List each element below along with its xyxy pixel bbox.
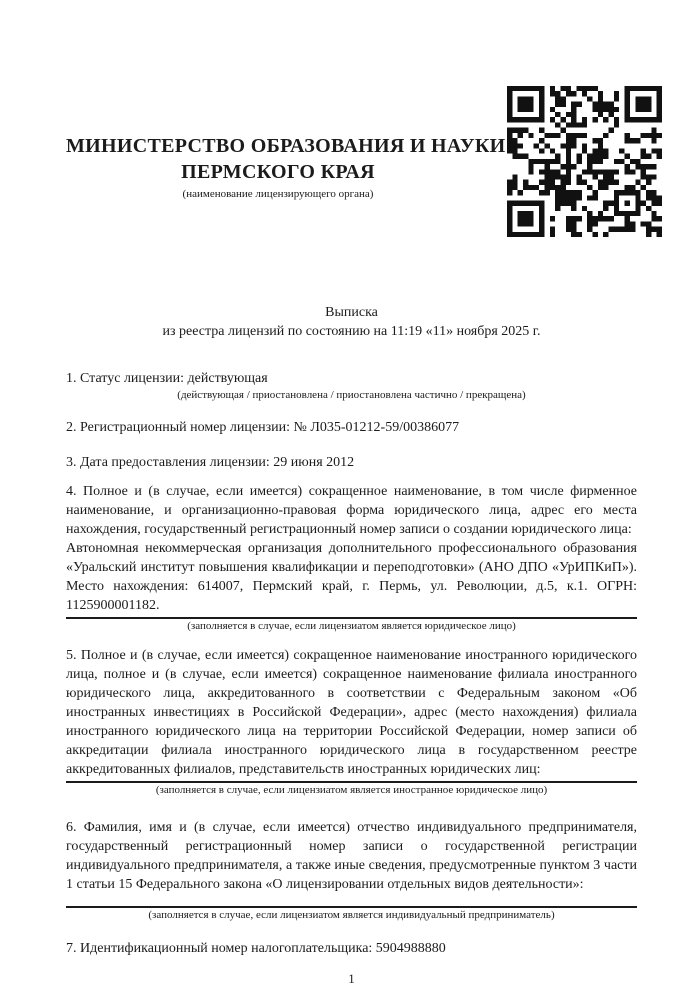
license-status-caption: (действующая / приостановлена / приостановлена частично / прекращена): [177, 389, 526, 401]
ministry-name-line2: ПЕРМСКОГО КРАЯ: [181, 161, 375, 183]
document-title: Выписка: [325, 305, 378, 320]
legal-entity-caption: (заполняется в случае, если лицензиатом является юридическое лицо): [187, 620, 516, 632]
legal-entity-value: Автономная некоммерческая организация дополнительного профессионального образования «Уральский институт повышения квалификации и переподготовки» (АНО ДПО «УрИПКиП»). Место нахождения: 614007, Пермский край, г. Пермь, ул. Революции, д.5, к.1. ОГРН: 1125900001182.: [66, 541, 637, 613]
qr-code-icon: [507, 86, 662, 237]
license-status-text: 1. Статус лицензии: действующая: [66, 371, 268, 386]
field-registration-number: [66, 418, 637, 437]
page-number: 1: [348, 971, 355, 986]
qr-code-image: [507, 86, 662, 237]
field-foreign-legal-entity: [66, 646, 637, 798]
document-title-date: из реестра лицензий по состоянию на 11:19 «11» ноября 2025 г.: [162, 324, 541, 339]
foreign-legal-entity-label: 5. Полное и (в случае, если имеется) сокращенное наименование иностранного юридического лица, полное и (в случае, если имеется) сокращенное наименование филиала иностранного юридического лица, аккредитованного в соответствии с Федеральным законом «Об иностранных инвестициях в Российской Федерации», адрес (место нахождения) филиала иностранного юридического лица на территории Российской Федерации, номер записи об аккредитации филиала иностранного юридического лица в государственном реестре аккредитованных филиалов, представительств иностранных юридических лиц:: [66, 648, 637, 777]
document-title-block: [66, 303, 637, 341]
field-legal-entity: [66, 482, 637, 634]
field-license-status: [66, 369, 637, 403]
individual-entrepreneur-caption: (заполняется в случае, если лицензиатом является индивидуальный предприниматель): [148, 909, 555, 921]
ministry-caption: (наименование лицензирующего органа): [182, 188, 374, 200]
field-license-grant-date: [66, 453, 637, 472]
licensing-authority-header: [66, 133, 506, 201]
registration-number-text: 2. Регистрационный номер лицензии: № Л035-01212-59/00386077: [66, 420, 460, 435]
ministry-name-line1: МИНИСТЕРСТВО ОБРАЗОВАНИЯ И НАУКИ: [66, 135, 506, 157]
individual-entrepreneur-label: 6. Фамилия, имя и (в случае, если имеется) отчество индивидуального предпринимателя, государственный регистрационный номер записи о государственной регистрации индивидуального предпринимателя, а также иные сведения, предусмотренные пунктом 3 части 1 статьи 15 Федерального закона «О лицензировании отдельных видов деятельности»:: [66, 820, 637, 892]
field-individual-entrepreneur: [66, 818, 637, 923]
license-grant-date-text: 3. Дата предоставления лицензии: 29 июня 2012: [66, 455, 355, 470]
field-taxpayer-id: [66, 939, 637, 958]
foreign-legal-entity-caption: (заполняется в случае, если лицензиатом является иностранное юридическое лицо): [155, 784, 548, 796]
legal-entity-label: 4. Полное и (в случае, если имеется) сокращенное наименование, в том числе фирменное наименование, и организационно-правовая форма юридического лица, адрес его места нахождения, государственный регистрационный номер записи о создании юридического лица:: [66, 484, 637, 537]
taxpayer-id-text: 7. Идентификационный номер налогоплательщика: 5904988880: [66, 941, 446, 956]
